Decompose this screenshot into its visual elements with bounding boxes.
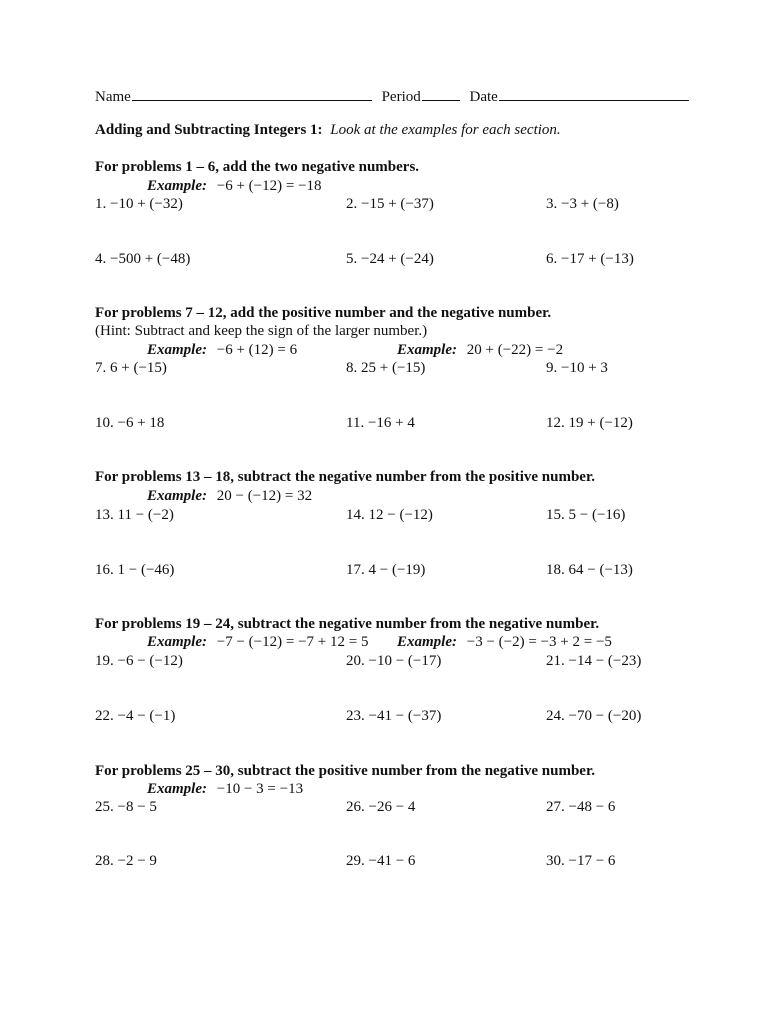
problem-19: 19. −6 − (−12) [95,653,183,669]
example-text: 20 − (−12) = 32 [216,488,313,504]
problem-13: 13. 11 − (−2) [95,507,174,523]
problem-30: 30. −17 − 6 [546,853,616,869]
problem-3: 3. −3 + (−8) [546,196,619,212]
worksheet-title [95,121,561,139]
title-main: Adding and Subtracting Integers 1: [95,122,323,138]
problem-11: 11. −16 + 4 [346,415,415,431]
problem-1: 1. −10 + (−32) [95,196,183,212]
problem-21: 21. −14 − (−23) [546,653,642,669]
problem-20: 20. −10 − (−17) [346,653,442,669]
example-label: Example: [147,342,207,358]
example-text: −7 − (−12) = −7 + 12 = 5 [216,634,369,650]
problem-7: 7. 6 + (−15) [95,360,167,376]
problem-24: 24. −70 − (−20) [546,708,642,724]
section-1-heading: For problems 1 – 6, add the two negative numbers. [95,159,420,175]
problem-27: 27. −48 − 6 [546,799,616,815]
example-label: Example: [147,781,207,797]
student-info-row [95,86,689,106]
problem-5: 5. −24 + (−24) [346,251,434,267]
problem-16: 16. 1 − (−46) [95,562,175,578]
section-4-example-2 [397,633,612,651]
section-5-example [147,780,303,798]
problem-29: 29. −41 − 6 [346,853,416,869]
problem-2: 2. −15 + (−37) [346,196,434,212]
problem-26: 26. −26 − 4 [346,799,416,815]
problem-23: 23. −41 − (−37) [346,708,442,724]
name-label: Name [95,89,131,105]
title-instruction: Look at the examples for each section. [330,122,561,138]
date-blank[interactable] [499,86,689,101]
problem-15: 15. 5 − (−16) [546,507,626,523]
example-label: Example: [147,178,207,194]
section-4-heading: For problems 19 – 24, subtract the negative number from the negative number. [95,616,600,632]
problem-6: 6. −17 + (−13) [546,251,634,267]
section-3-example [147,487,312,505]
problem-10: 10. −6 + 18 [95,415,165,431]
example-text: 20 + (−22) = −2 [466,342,564,358]
example-label: Example: [397,634,457,650]
date-label: Date [469,89,498,105]
example-text: −6 + (12) = 6 [216,342,298,358]
example-text: −3 − (−2) = −3 + 2 = −5 [466,634,612,650]
problem-14: 14. 12 − (−12) [346,507,433,523]
period-blank[interactable] [422,86,460,101]
problem-12: 12. 19 + (−12) [546,415,633,431]
name-blank[interactable] [132,86,372,101]
example-text: −6 + (−12) = −18 [216,178,322,194]
problem-25: 25. −8 − 5 [95,799,157,815]
period-label: Period [381,89,421,105]
problem-17: 17. 4 − (−19) [346,562,426,578]
section-5-heading: For problems 25 – 30, subtract the positive number from the negative number. [95,763,595,779]
section-2-example-1 [147,341,297,359]
problem-8: 8. 25 + (−15) [346,360,426,376]
problem-18: 18. 64 − (−13) [546,562,633,578]
section-4-example-1 [147,633,368,651]
section-3-heading: For problems 13 – 18, subtract the negative number from the positive number. [95,469,595,485]
problem-28: 28. −2 − 9 [95,853,157,869]
section-2-heading: For problems 7 – 12, add the positive number and the negative number. [95,305,552,321]
example-label: Example: [397,342,457,358]
problem-4: 4. −500 + (−48) [95,251,191,267]
example-label: Example: [147,488,207,504]
section-1-example [147,177,322,195]
problem-9: 9. −10 + 3 [546,360,608,376]
problem-22: 22. −4 − (−1) [95,708,176,724]
section-2-hint: (Hint: Subtract and keep the sign of the larger number.) [95,323,428,339]
section-2-example-2 [397,341,563,359]
example-text: −10 − 3 = −13 [216,781,304,797]
example-label: Example: [147,634,207,650]
